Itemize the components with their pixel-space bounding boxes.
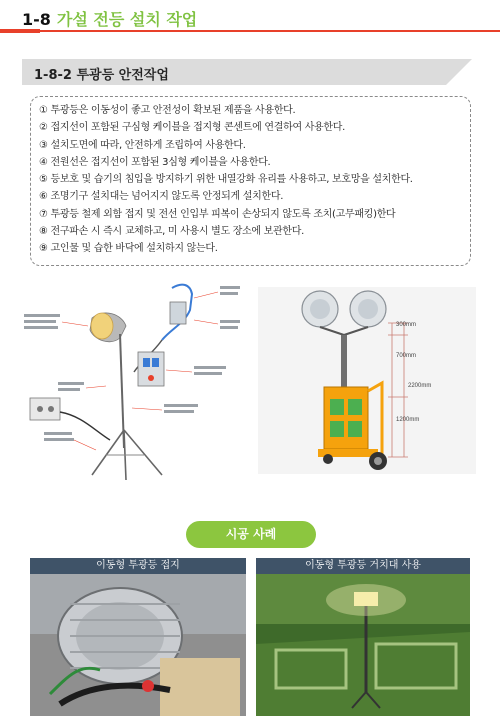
rule-item: ① 투광등은 이동성이 좋고 안전성이 확보된 제품을 사용한다. — [39, 105, 296, 116]
section-title: 1-8-2 투광등 안전작업 — [34, 68, 169, 83]
floodlight-stand-illustration — [258, 287, 476, 474]
chapter-title-text: 가설 전등 설치 작업 — [56, 10, 198, 29]
rule-item: ⑥ 조명기구 설치대는 넘어지지 않도록 안정되게 설치한다. — [39, 191, 284, 203]
rule-item: ⑨ 고인물 및 습한 바닥에 설치하지 않는다. — [39, 243, 218, 255]
photo-card-stand — [256, 558, 470, 716]
rule-item: ③ 설치도면에 따라, 안전하게 조립하여 사용한다. — [39, 139, 246, 151]
dimension-label: 2200mm — [408, 383, 432, 389]
grounding-photo-illustration — [30, 574, 246, 716]
chapter-divider — [0, 30, 500, 32]
photo-card-grounding — [30, 558, 246, 716]
rule-item: ⑤ 등보호 및 습기의 침입을 방지하기 위한 내열강화 유리를 사용하고, 보호망을 설치한다. — [39, 174, 413, 186]
floodlight-setup-diagram — [22, 280, 242, 490]
chapter-header — [0, 0, 500, 36]
floodlight-stand-photo — [258, 287, 476, 474]
rule-item: ⑦ 투광등 철제 외함 접지 및 전선 인입부 피복이 손상되지 않도록 조치(고무패킹)한다 — [39, 208, 396, 220]
stand-usage-photo-illustration — [256, 574, 470, 716]
chapter-title — [22, 7, 197, 30]
safety-rules-list — [39, 102, 413, 258]
rule-item: ④ 전원선은 접지선이 포함된 3심형 케이블을 사용한다. — [39, 156, 271, 168]
stand-usage-photo — [256, 574, 470, 716]
section-banner — [22, 59, 472, 85]
photo-caption: 이동형 투광등 거치대 사용 — [256, 558, 470, 574]
photo-caption: 이동형 투광등 접지 — [30, 558, 246, 574]
dimension-label: 700mm — [396, 353, 417, 359]
rule-item: ② 접지선이 포함된 구심형 케이블을 접지형 콘센트에 연결하여 사용한다. — [39, 122, 346, 134]
chapter-number: 1-8 — [22, 10, 51, 29]
grounding-photo — [30, 574, 246, 716]
construction-examples-label: 시공 사례 — [186, 521, 316, 548]
dimension-label: 1200mm — [396, 417, 420, 423]
rule-item: ⑧ 전구파손 시 즉시 교체하고, 미 사용시 별도 장소에 보관한다. — [39, 226, 304, 238]
safety-rules-box — [30, 96, 471, 266]
dimension-label: 300mm — [396, 322, 417, 328]
